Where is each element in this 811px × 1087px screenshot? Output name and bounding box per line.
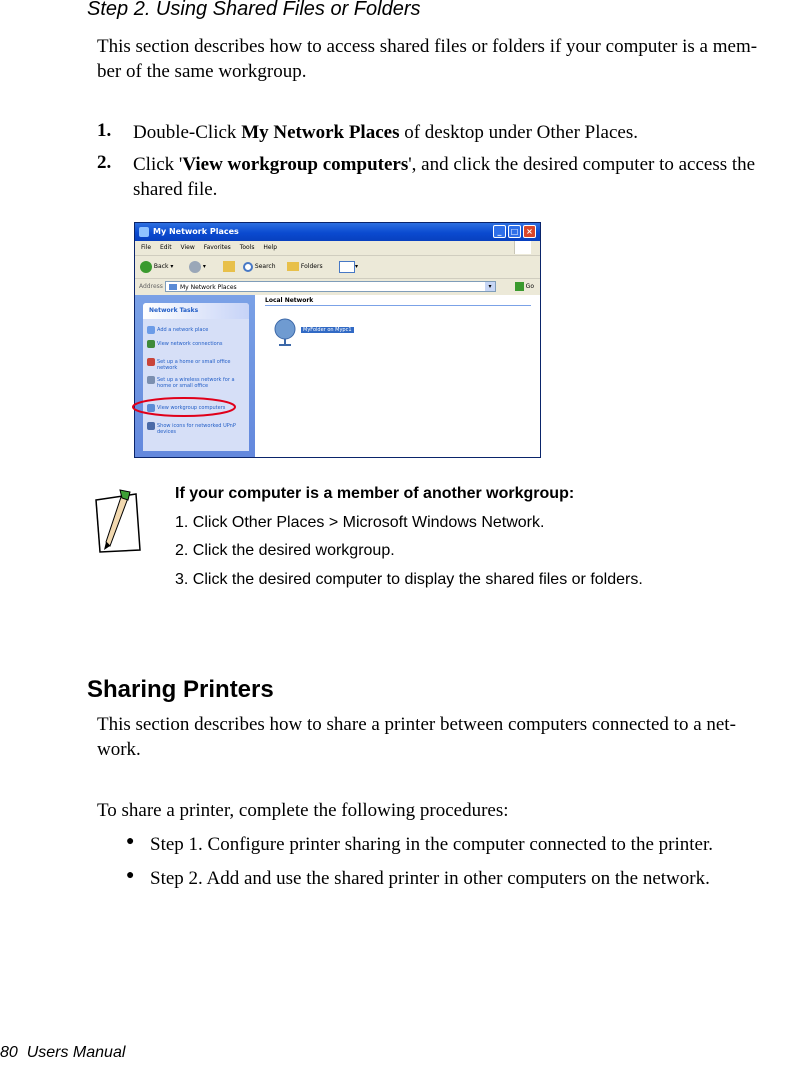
tasks-pane (135, 295, 255, 457)
wireless-network-icon (147, 376, 155, 384)
bullet-dot: ● (126, 868, 135, 883)
intro-line-1: This section describes how to access shared files or folders if your computer is a mem- (97, 36, 758, 57)
forward-button[interactable]: ▾ (189, 260, 206, 274)
window-title: My Network Places (153, 227, 239, 236)
address-input[interactable] (165, 281, 496, 292)
address-network-icon (169, 284, 177, 290)
note-line-3: 3. Click the desired computer to display the shared files or folders. (175, 571, 643, 588)
up-folder-button[interactable] (223, 260, 235, 274)
toolbar (135, 256, 540, 279)
task-setup-wireless[interactable]: Set up a wireless network for a home or small office (157, 377, 235, 389)
menu-favorites[interactable]: Favorites (203, 244, 231, 251)
views-icon (339, 261, 355, 273)
window-titlebar (135, 223, 540, 241)
minimize-button[interactable]: _ (493, 225, 506, 238)
section-intro-line-1: This section describes how to share a printer between computers connected to a net- (97, 714, 736, 735)
step-2-number: 2. (97, 152, 112, 173)
back-label: Back (153, 263, 169, 270)
forward-arrow-icon (189, 261, 201, 273)
task-view-workgroup-computers[interactable]: View workgroup computers (157, 405, 226, 411)
step-2-text: Click 'View workgroup computers', and click the desired computer to access the (133, 154, 756, 175)
search-icon (243, 262, 253, 272)
windows-logo-icon (514, 241, 531, 254)
views-button[interactable]: ▾ (339, 260, 358, 274)
menu-help[interactable]: Help (263, 244, 278, 251)
note-title: If your computer is a member of another workgroup: (175, 485, 575, 502)
page-footer: 80 Users Manual (0, 1044, 126, 1061)
section-intro-line-2: work. (97, 739, 141, 760)
step-2-text-line-2: shared file. (133, 179, 218, 200)
folders-button[interactable] (287, 260, 323, 274)
go-button[interactable] (515, 279, 534, 295)
menu-tools[interactable]: Tools (239, 244, 255, 251)
back-arrow-icon (140, 261, 152, 273)
search-label: Search (254, 263, 276, 270)
menu-view[interactable]: View (180, 244, 195, 251)
intro-line-2: ber of the same workgroup. (97, 61, 307, 82)
network-tasks-header[interactable]: Network Tasks (143, 303, 249, 319)
network-places-window (134, 222, 541, 458)
address-value: My Network Places (180, 284, 237, 291)
up-folder-icon (223, 261, 235, 272)
network-places-icon (139, 227, 149, 237)
content-pane (255, 295, 540, 457)
step-heading: Step 2. Using Shared Files or Folders (87, 0, 421, 20)
network-connections-icon (147, 340, 155, 348)
highlight-ellipse (130, 395, 238, 419)
menu-edit[interactable]: Edit (159, 244, 172, 251)
address-bar (135, 279, 540, 296)
bullet-dot: ● (126, 834, 135, 849)
step-1-text: Double-Click My Network Places of desktop under Other Places. (133, 122, 638, 143)
local-network-header: Local Network (265, 297, 531, 306)
task-show-upnp-icons[interactable]: Show icons for networked UPnP devices (157, 423, 236, 435)
note-pencil-icon (92, 486, 144, 556)
add-network-place-icon (147, 326, 155, 334)
procedures-intro: To share a printer, complete the following procedures: (97, 800, 509, 821)
home-network-icon (147, 358, 155, 366)
bullet-item-2: Step 2. Add and use the shared printer in other computers on the network. (150, 868, 710, 889)
address-label: Address (139, 283, 163, 290)
search-button[interactable] (243, 260, 276, 274)
menu-file[interactable]: File (141, 244, 152, 251)
network-tasks-panel (143, 303, 249, 451)
shared-folder-icon[interactable] (271, 317, 299, 347)
address-dropdown-icon[interactable]: ▾ (485, 282, 495, 291)
go-label: Go (525, 283, 534, 290)
menu-bar (135, 241, 540, 256)
go-arrow-icon (515, 282, 524, 291)
note-line-1: 1. Click Other Places > Microsoft Windows Network. (175, 514, 545, 531)
shared-folder-label[interactable]: MyFolder on Mypc1 (303, 327, 352, 333)
section-heading: Sharing Printers (87, 676, 274, 703)
bullet-item-1: Step 1. Configure printer sharing in the computer connected to the printer. (150, 834, 713, 855)
step-1-number: 1. (97, 120, 112, 141)
note-line-2: 2. Click the desired workgroup. (175, 542, 395, 559)
upnp-devices-icon (147, 422, 155, 430)
maximize-button[interactable]: □ (508, 225, 521, 238)
folders-label: Folders (300, 263, 323, 270)
task-view-network-connections[interactable]: View network connections (157, 341, 223, 347)
task-add-network-place[interactable]: Add a network place (157, 327, 209, 333)
close-button[interactable]: × (523, 225, 536, 238)
back-button[interactable]: Back ▾ (140, 260, 173, 274)
folders-icon (287, 262, 299, 271)
task-setup-home-network[interactable]: Set up a home or small office network (157, 359, 231, 371)
